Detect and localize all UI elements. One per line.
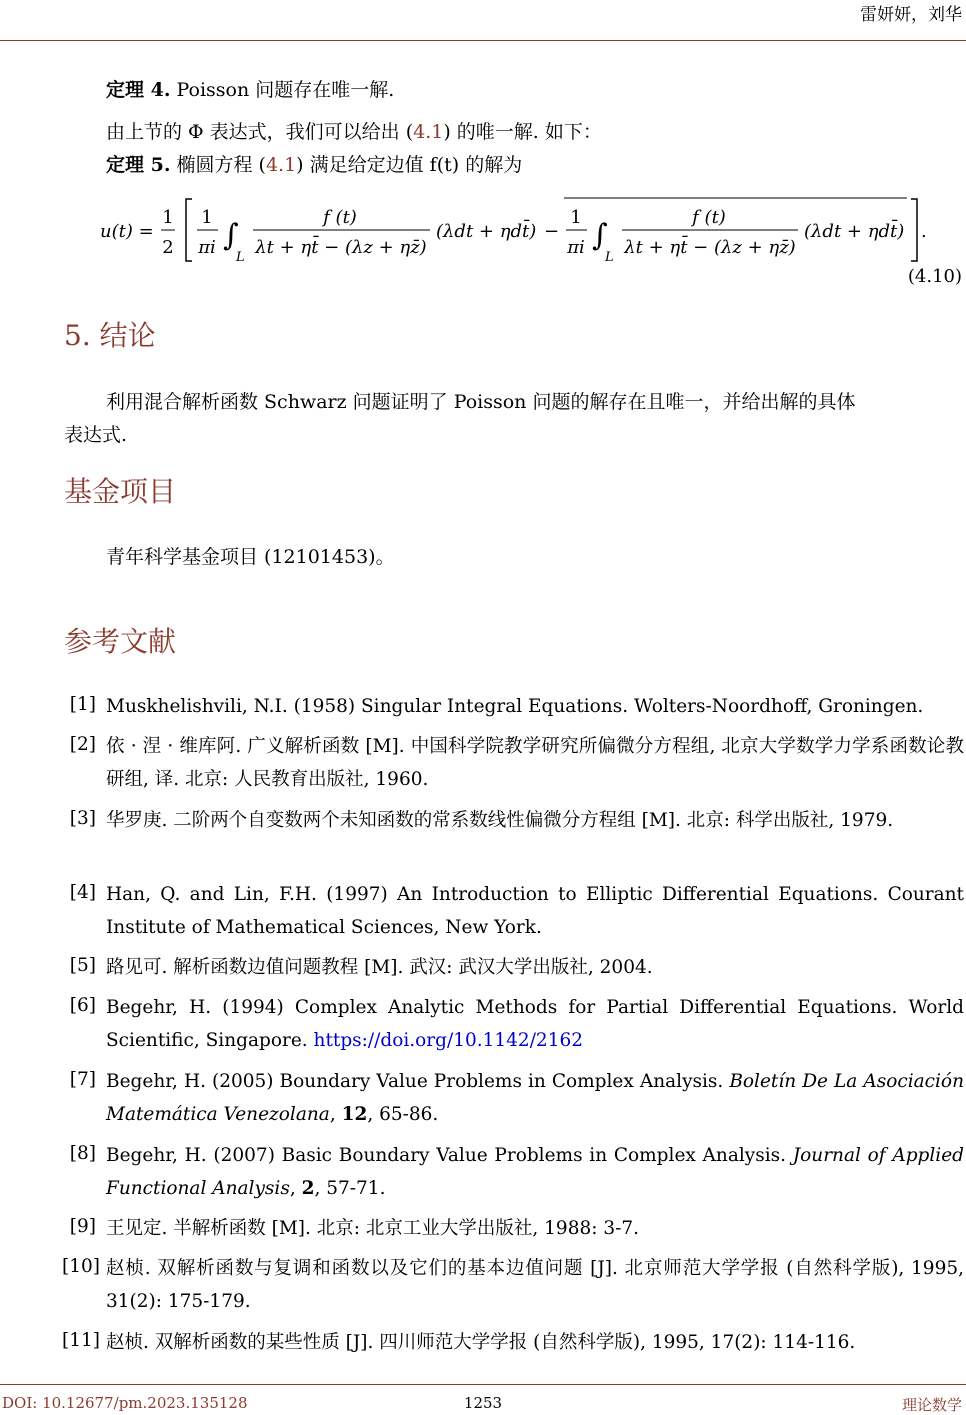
reference-number: [9] (69, 1216, 96, 1237)
reference-number: [6] (69, 995, 96, 1016)
half-numerator: 1 (162, 207, 174, 228)
reference-number: [3] (69, 808, 96, 829)
tail-1: (λdt + ηdt̄) (436, 221, 537, 242)
reference-number: [10] (62, 1256, 100, 1277)
tail-2: (λdt + ηdt̄) (804, 221, 905, 242)
ft-2: f (t) (692, 207, 726, 228)
footer-doi[interactable]: DOI: 10.12677/pm.2023.135128 (2, 1394, 248, 1412)
volume: 2 (301, 1178, 315, 1199)
theorem-5-label: 定理 5. (106, 154, 171, 176)
reference-item: 路见可. 解析函数边值问题教程 [M]. 武汉: 武汉大学出版社, 2004. (106, 957, 653, 978)
reference-item: 赵桢. 双解析函数与复调和函数以及它们的基本边值问题 [J]. 北京师范大学学报 (自然科学版), 1995, 31(2): 175-179. (106, 1258, 964, 1312)
frac1-denominator: πi (198, 237, 216, 258)
header-rule (0, 40, 966, 41)
theorem-4-text: Poisson 问题存在唯一解. (176, 79, 395, 101)
journal-name: Boletín De La Asociación Matemática Venezolana (106, 1071, 964, 1125)
integral-1: ∫ (223, 218, 239, 253)
reference-item: 赵桢. 双解析函数的某些性质 [J]. 四川师范大学学报 (自然科学版), 1995, 17(2): 114-116. (106, 1332, 856, 1353)
frac3-denominator: πi (567, 237, 585, 258)
intro-post: ) 的唯一解. 如下： (443, 121, 602, 143)
theorem-4-label: 定理 4. (106, 79, 171, 101)
half-denominator: 2 (162, 237, 174, 258)
theorem-4 (106, 75, 394, 102)
reference-item: Begehr, H. (2005) Boundary Value Problems in Complex Analysis. Boletín De La Asociación Matemática Venezolana, 12, 65-86. (106, 1071, 964, 1125)
pages: , 57-71. (314, 1178, 386, 1199)
theorem-5 (106, 150, 522, 177)
reference-number: [5] (69, 955, 96, 976)
footer-journal: 理论数学 (901, 1396, 962, 1414)
minus-sign: − (544, 221, 560, 242)
reference-number: [11] (62, 1330, 100, 1351)
ft-1: f (t) (323, 207, 357, 228)
reference-text: Begehr, H. (2007) Basic Boundary Value Problems in Complex Analysis. (106, 1145, 793, 1166)
funding-title: 基金项目 (64, 475, 177, 508)
funding-text: 青年科学基金项目 (12101453)。 (106, 546, 395, 568)
reference-number: [4] (69, 882, 96, 903)
reference-item: Muskhelishvili, N.I. (1958) Singular Integral Equations. Wolters-Noordhoff, Groningen. (106, 696, 924, 717)
reference-text: Begehr, H. (2005) Boundary Value Problems in Complex Analysis. (106, 1071, 730, 1092)
formula-lhs: u(t) = (100, 221, 154, 242)
left-bracket (186, 199, 192, 261)
reference-item: 华罗庚. 二阶两个自变数两个未知函数的常系数线性偏微分方程组 [M]. 北京: 科学出版社, 1979. (106, 810, 894, 831)
footer-page-number: 1253 (463, 1394, 503, 1412)
intro-line (106, 117, 602, 144)
references-title: 参考文献 (64, 625, 177, 658)
reference-number: [1] (69, 694, 96, 715)
volume: 12 (341, 1104, 368, 1125)
reference-number: [2] (69, 734, 96, 755)
reference-number: [7] (69, 1069, 96, 1090)
journal-name: Journal of Applied Functional Analysis (106, 1145, 965, 1199)
right-bracket (911, 199, 917, 261)
frac3-numerator: 1 (570, 207, 582, 228)
reference-text: Begehr, H. (1994) Complex Analytic Methods for Partial Differential Equations. World Scientific, Singapore. (106, 997, 964, 1051)
formula-4-10 (100, 195, 930, 265)
footer-rule (0, 1384, 966, 1385)
reference-number: [8] (69, 1143, 96, 1164)
header-author: 雷妍妍，刘华 (860, 5, 962, 25)
denominator-1: λt + ηt̄ − (λz + ηz̄) (255, 237, 427, 258)
theorem-5-pre: 椭圆方程 ( (176, 154, 266, 176)
equation-number: (4.10) (907, 266, 962, 287)
formula-end: . (921, 221, 927, 242)
pages: , 65-86. (367, 1104, 439, 1125)
section-5-line-1: 利用混合解析函数 Schwarz 问题证明了 Poisson 问题的解存在且唯一，并给出解的具体 (106, 391, 856, 413)
reference-item (106, 991, 964, 1057)
reference-item: 依 · 涅 · 维库阿. 广义解析函数 [M]. 中国科学院教学研究所偏微分方程组, 北京大学数学力学系函数论教研组, 译. 北京: 人民教育出版社, 1960. (106, 736, 964, 790)
frac1-numerator: 1 (201, 207, 213, 228)
intro-pre: 由上节的 Φ 表达式，我们可以给出 ( (106, 121, 414, 143)
equation-ref-link[interactable]: 4.1 (413, 121, 444, 143)
denominator-2: λt + ηt̄ − (λz + ηz̄) (624, 237, 796, 258)
section-5-title: 5. 结论 (64, 319, 156, 352)
equation-ref-link[interactable]: 4.1 (265, 154, 297, 176)
integral-2-sub: L (605, 250, 614, 265)
section-5-line-2: 表达式. (64, 424, 128, 446)
integral-2: ∫ (592, 218, 608, 253)
reference-item: 王见定. 半解析函数 [M]. 北京: 北京工业大学出版社, 1988: 3-7. (106, 1218, 640, 1239)
integral-1-sub: L (236, 250, 245, 265)
reference-item: Han, Q. and Lin, F.H. (1997) An Introduction to Elliptic Differential Equations. Courant Institute of Mathematical Sciences, New York. (106, 884, 964, 938)
theorem-5-post: ) 满足给定边值 f(t) 的解为 (296, 154, 523, 176)
doi-link[interactable]: https://doi.org/10.1142/2162 (313, 1030, 584, 1051)
reference-item: Begehr, H. (2007) Basic Boundary Value Problems in Complex Analysis. Journal of Applied Functional Analysis, 2, 57-71. (106, 1145, 965, 1199)
